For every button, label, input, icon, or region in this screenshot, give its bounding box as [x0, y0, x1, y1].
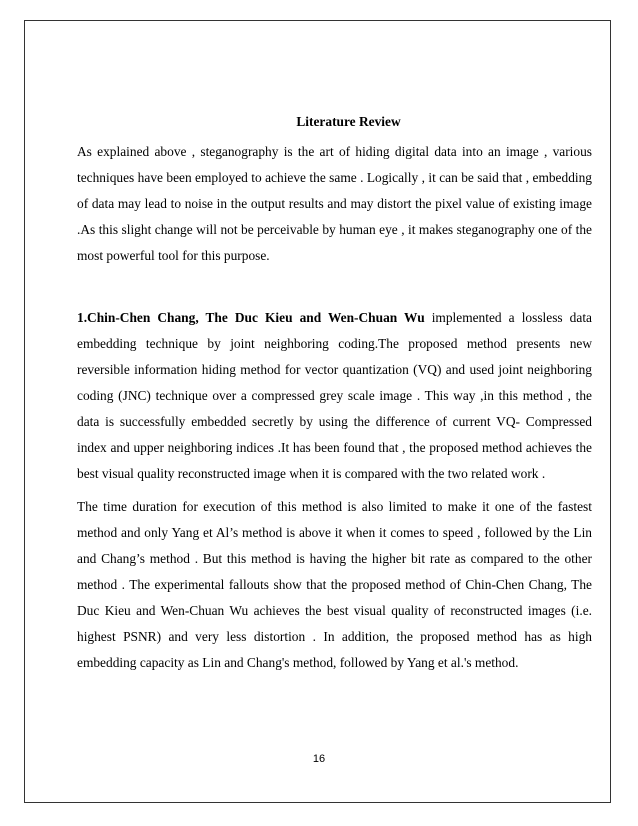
section-heading: Literature Review: [296, 114, 401, 129]
intro-paragraph: As explained above , steganography is the art of hiding digital data into an image , various techniques have been employed to achieve the same . Logically , it can be said that , embedding of data may lead to noise in the output results and may distort the pixel value of existing image .As this slight change will not be perceivable by human eye , it makes steganography one of the most powerful tool for this purpose.: [77, 144, 592, 263]
page-number: 16: [312, 753, 326, 765]
author-names: 1.Chin-Chen Chang, The Duc Kieu and Wen-Chuan Wu: [77, 310, 425, 325]
review-paragraph-2: The time duration for execution of this method is also limited to make it one of the fastest method and only Yang et Al’s method is above it when it comes to speed , followed by the Lin and Chang’s method . But this method is having the higher bit rate as compared to the other method . The experimental fallouts show that the proposed method of Chin-Chen Chang, The Duc Kieu and Wen-Chuan Wu achieves the best visual quality of reconstructed images (i.e. highest PSNR) and very less distortion . In addition, the proposed method has as high embedding capacity as Lin and Chang's method, followed by Yang et al.'s method.: [77, 499, 592, 670]
document-body: [77, 110, 592, 676]
review-paragraph-1-body: implemented a lossless data embedding technique by joint neighboring coding.The proposed method presents new reversible information hiding method for vector quantization (VQ) and used joint neighboring coding (JNC) technique over a compressed grey scale image . This way ,in this method , the data is successfully embedded secretly by using the difference of current VQ- Compressed index and upper neighboring indices .It has been found that , the proposed method achieves the best visual quality reconstructed image when it is compared with the two related work .: [77, 310, 592, 481]
review-paragraph-1: [77, 305, 592, 487]
